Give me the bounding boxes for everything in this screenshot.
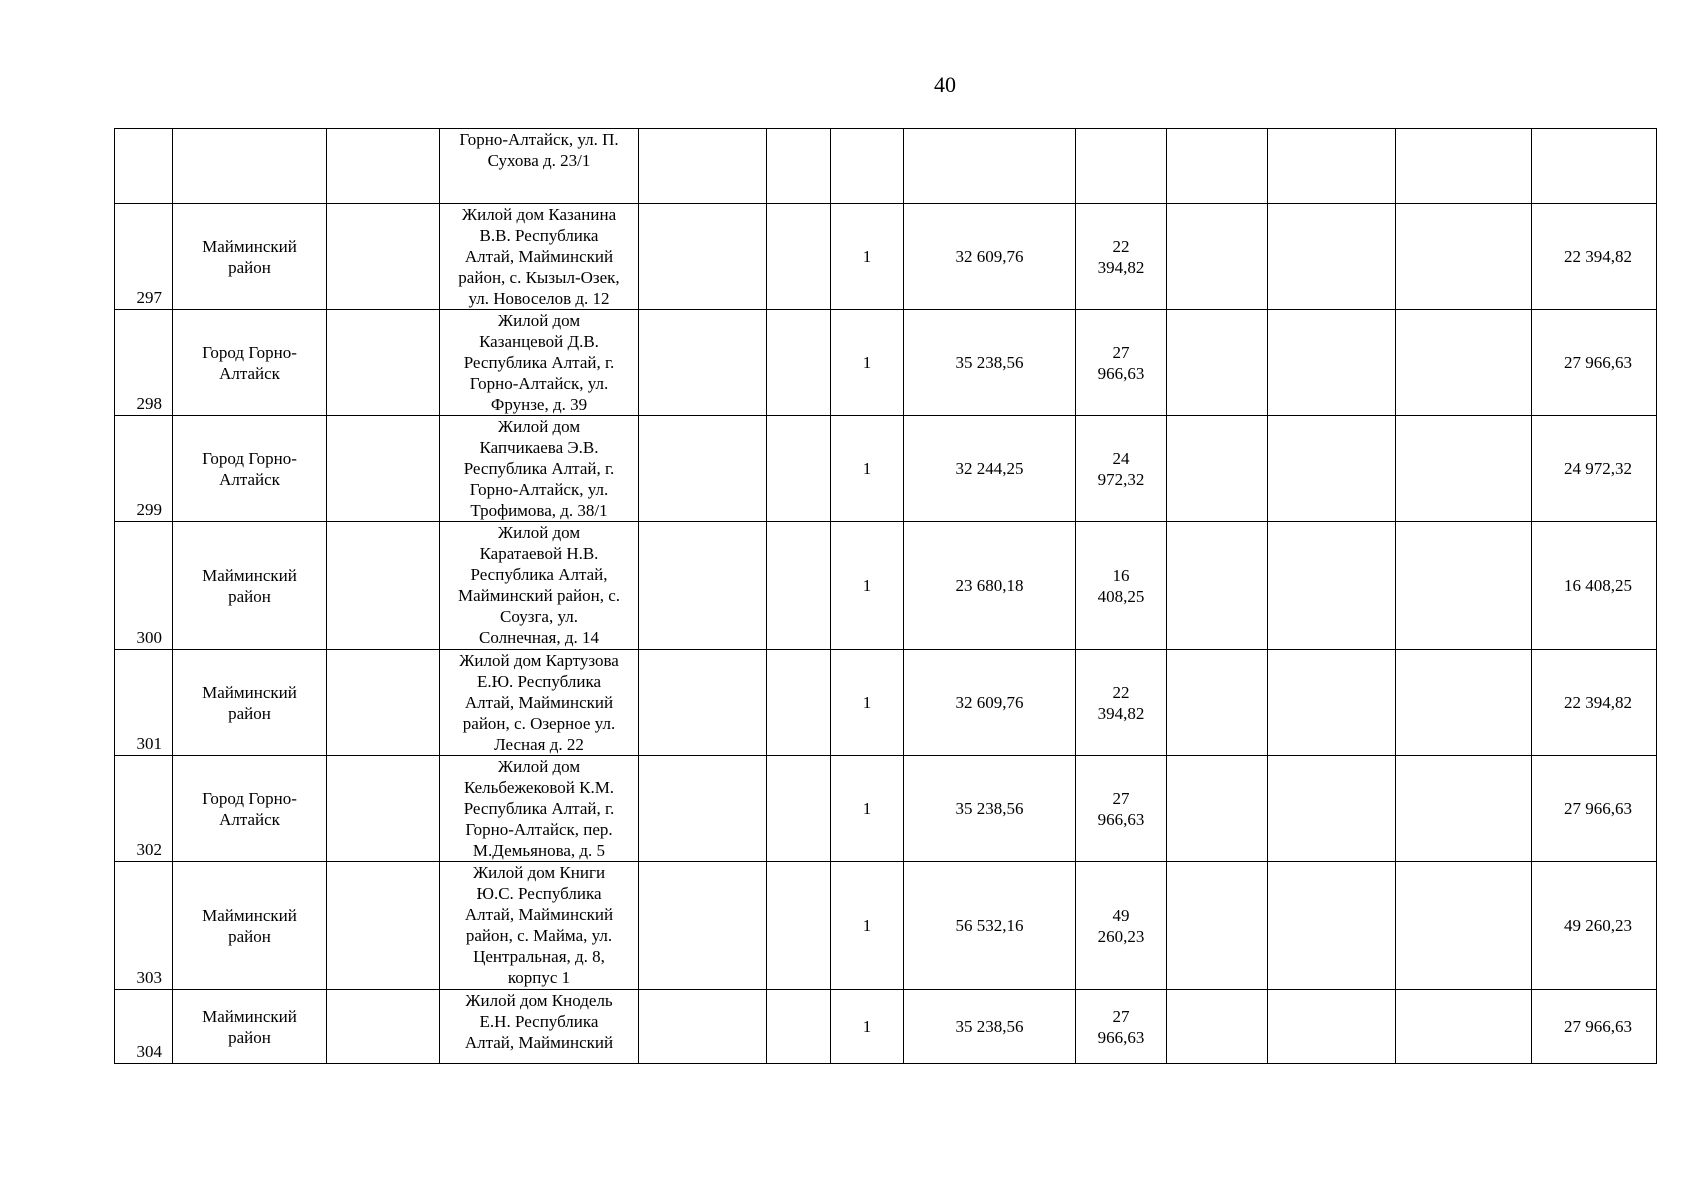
- empty-cell: [1167, 756, 1268, 862]
- row-number: 303: [115, 862, 173, 990]
- empty-cell: [767, 650, 831, 756]
- address-cell: Жилой дом Казанина В.В. Республика Алтай, Майминский район, с. Кызыл-Озек, ул. Новоселов д. 12: [440, 204, 639, 310]
- district-cell: Майминский район: [173, 990, 327, 1064]
- total-cell: 22 394,82: [1532, 204, 1657, 310]
- empty-cell: [1396, 862, 1532, 990]
- amount-cell: 16 408,25: [1076, 522, 1167, 650]
- empty-cell: [639, 862, 767, 990]
- row-number: [115, 129, 173, 204]
- address-cell: Жилой дом Книги Ю.С. Республика Алтай, Майминский район, с. Майма, ул. Центральная, д. 8, корпус 1: [440, 862, 639, 990]
- cost-cell: [904, 129, 1076, 204]
- amount-cell: 49 260,23: [1076, 862, 1167, 990]
- table-row: [115, 129, 1657, 204]
- empty-cell: [1268, 756, 1396, 862]
- count-cell: 1: [831, 416, 904, 522]
- district-cell: Майминский район: [173, 522, 327, 650]
- empty-cell: [767, 756, 831, 862]
- empty-cell: [1396, 310, 1532, 416]
- empty-cell: [767, 416, 831, 522]
- empty-cell: [1268, 862, 1396, 990]
- total-cell: 16 408,25: [1532, 522, 1657, 650]
- empty-cell: [1396, 129, 1532, 204]
- cost-cell: 35 238,56: [904, 756, 1076, 862]
- amount-cell: 27 966,63: [1076, 310, 1167, 416]
- address-cell: Жилой дом Картузова Е.Ю. Республика Алтай, Майминский район, с. Озерное ул. Лесная д. 22: [440, 650, 639, 756]
- count-cell: 1: [831, 650, 904, 756]
- total-cell: 24 972,32: [1532, 416, 1657, 522]
- cost-cell: 32 244,25: [904, 416, 1076, 522]
- address-cell: Жилой дом Кельбежековой К.М. Республика Алтай, г. Горно-Алтайск, пер. М.Демьянова, д. 5: [440, 756, 639, 862]
- row-number: 299: [115, 416, 173, 522]
- empty-cell: [639, 204, 767, 310]
- table-row: [115, 522, 1657, 650]
- address-cell: Жилой дом Кнодель Е.Н. Республика Алтай, Майминский: [440, 990, 639, 1064]
- table-row: [115, 756, 1657, 862]
- table-row: [115, 204, 1657, 310]
- empty-cell: [767, 522, 831, 650]
- empty-cell: [1167, 129, 1268, 204]
- row-number: 298: [115, 310, 173, 416]
- district-cell: Город Горно- Алтайск: [173, 756, 327, 862]
- district-cell: Город Горно- Алтайск: [173, 310, 327, 416]
- total-cell: 27 966,63: [1532, 990, 1657, 1064]
- count-cell: 1: [831, 522, 904, 650]
- cost-cell: 35 238,56: [904, 990, 1076, 1064]
- district-cell: [173, 129, 327, 204]
- empty-cell: [327, 862, 440, 990]
- empty-cell: [1396, 204, 1532, 310]
- empty-cell: [639, 990, 767, 1064]
- amount-cell: 27 966,63: [1076, 756, 1167, 862]
- empty-cell: [767, 310, 831, 416]
- empty-cell: [1396, 756, 1532, 862]
- empty-cell: [327, 756, 440, 862]
- cost-cell: 32 609,76: [904, 650, 1076, 756]
- empty-cell: [639, 522, 767, 650]
- empty-cell: [1396, 990, 1532, 1064]
- table-row: [115, 310, 1657, 416]
- amount-cell: 24 972,32: [1076, 416, 1167, 522]
- table-row: [115, 990, 1657, 1064]
- amount-cell: 27 966,63: [1076, 990, 1167, 1064]
- count-cell: 1: [831, 862, 904, 990]
- empty-cell: [1268, 416, 1396, 522]
- count-cell: 1: [831, 756, 904, 862]
- empty-cell: [1167, 990, 1268, 1064]
- row-number: 297: [115, 204, 173, 310]
- amount-cell: 22 394,82: [1076, 650, 1167, 756]
- empty-cell: [767, 862, 831, 990]
- empty-cell: [767, 204, 831, 310]
- empty-cell: [639, 756, 767, 862]
- page-number: 40: [934, 72, 956, 97]
- amount-cell: [1076, 129, 1167, 204]
- empty-cell: [1396, 416, 1532, 522]
- empty-cell: [327, 990, 440, 1064]
- cost-cell: 23 680,18: [904, 522, 1076, 650]
- row-number: 304: [115, 990, 173, 1064]
- table-row: [115, 862, 1657, 990]
- empty-cell: [1268, 650, 1396, 756]
- total-cell: 49 260,23: [1532, 862, 1657, 990]
- empty-cell: [327, 650, 440, 756]
- row-number: 300: [115, 522, 173, 650]
- count-cell: 1: [831, 990, 904, 1064]
- cost-cell: 35 238,56: [904, 310, 1076, 416]
- empty-cell: [327, 416, 440, 522]
- district-cell: Майминский район: [173, 204, 327, 310]
- count-cell: [831, 129, 904, 204]
- total-cell: 27 966,63: [1532, 756, 1657, 862]
- empty-cell: [1167, 522, 1268, 650]
- district-cell: Майминский район: [173, 650, 327, 756]
- row-number: 302: [115, 756, 173, 862]
- data-table: [114, 128, 1657, 1064]
- empty-cell: [1396, 522, 1532, 650]
- address-cell: Жилой дом Капчикаева Э.В. Республика Алтай, г. Горно-Алтайск, ул. Трофимова, д. 38/1: [440, 416, 639, 522]
- total-cell: [1532, 129, 1657, 204]
- empty-cell: [1268, 522, 1396, 650]
- empty-cell: [1268, 310, 1396, 416]
- address-cell: Жилой дом Каратаевой Н.В. Республика Алтай, Майминский район, с. Соузга, ул. Солнечная, д. 14: [440, 522, 639, 650]
- empty-cell: [767, 129, 831, 204]
- empty-cell: [1268, 990, 1396, 1064]
- table-row: [115, 416, 1657, 522]
- address-cell: Жилой дом Казанцевой Д.В. Республика Алтай, г. Горно-Алтайск, ул. Фрунзе, д. 39: [440, 310, 639, 416]
- table-row: [115, 650, 1657, 756]
- total-cell: 22 394,82: [1532, 650, 1657, 756]
- empty-cell: [1268, 204, 1396, 310]
- empty-cell: [327, 204, 440, 310]
- empty-cell: [327, 129, 440, 204]
- empty-cell: [639, 129, 767, 204]
- empty-cell: [639, 650, 767, 756]
- address-cell: Горно-Алтайск, ул. П. Сухова д. 23/1: [440, 129, 639, 204]
- empty-cell: [1167, 310, 1268, 416]
- count-cell: 1: [831, 204, 904, 310]
- empty-cell: [1167, 650, 1268, 756]
- cost-cell: 56 532,16: [904, 862, 1076, 990]
- empty-cell: [639, 310, 767, 416]
- empty-cell: [1167, 862, 1268, 990]
- cost-cell: 32 609,76: [904, 204, 1076, 310]
- empty-cell: [327, 522, 440, 650]
- empty-cell: [1167, 416, 1268, 522]
- empty-cell: [639, 416, 767, 522]
- empty-cell: [1167, 204, 1268, 310]
- empty-cell: [767, 990, 831, 1064]
- district-cell: Город Горно- Алтайск: [173, 416, 327, 522]
- amount-cell: 22 394,82: [1076, 204, 1167, 310]
- count-cell: 1: [831, 310, 904, 416]
- empty-cell: [327, 310, 440, 416]
- total-cell: 27 966,63: [1532, 310, 1657, 416]
- row-number: 301: [115, 650, 173, 756]
- district-cell: Майминский район: [173, 862, 327, 990]
- empty-cell: [1268, 129, 1396, 204]
- empty-cell: [1396, 650, 1532, 756]
